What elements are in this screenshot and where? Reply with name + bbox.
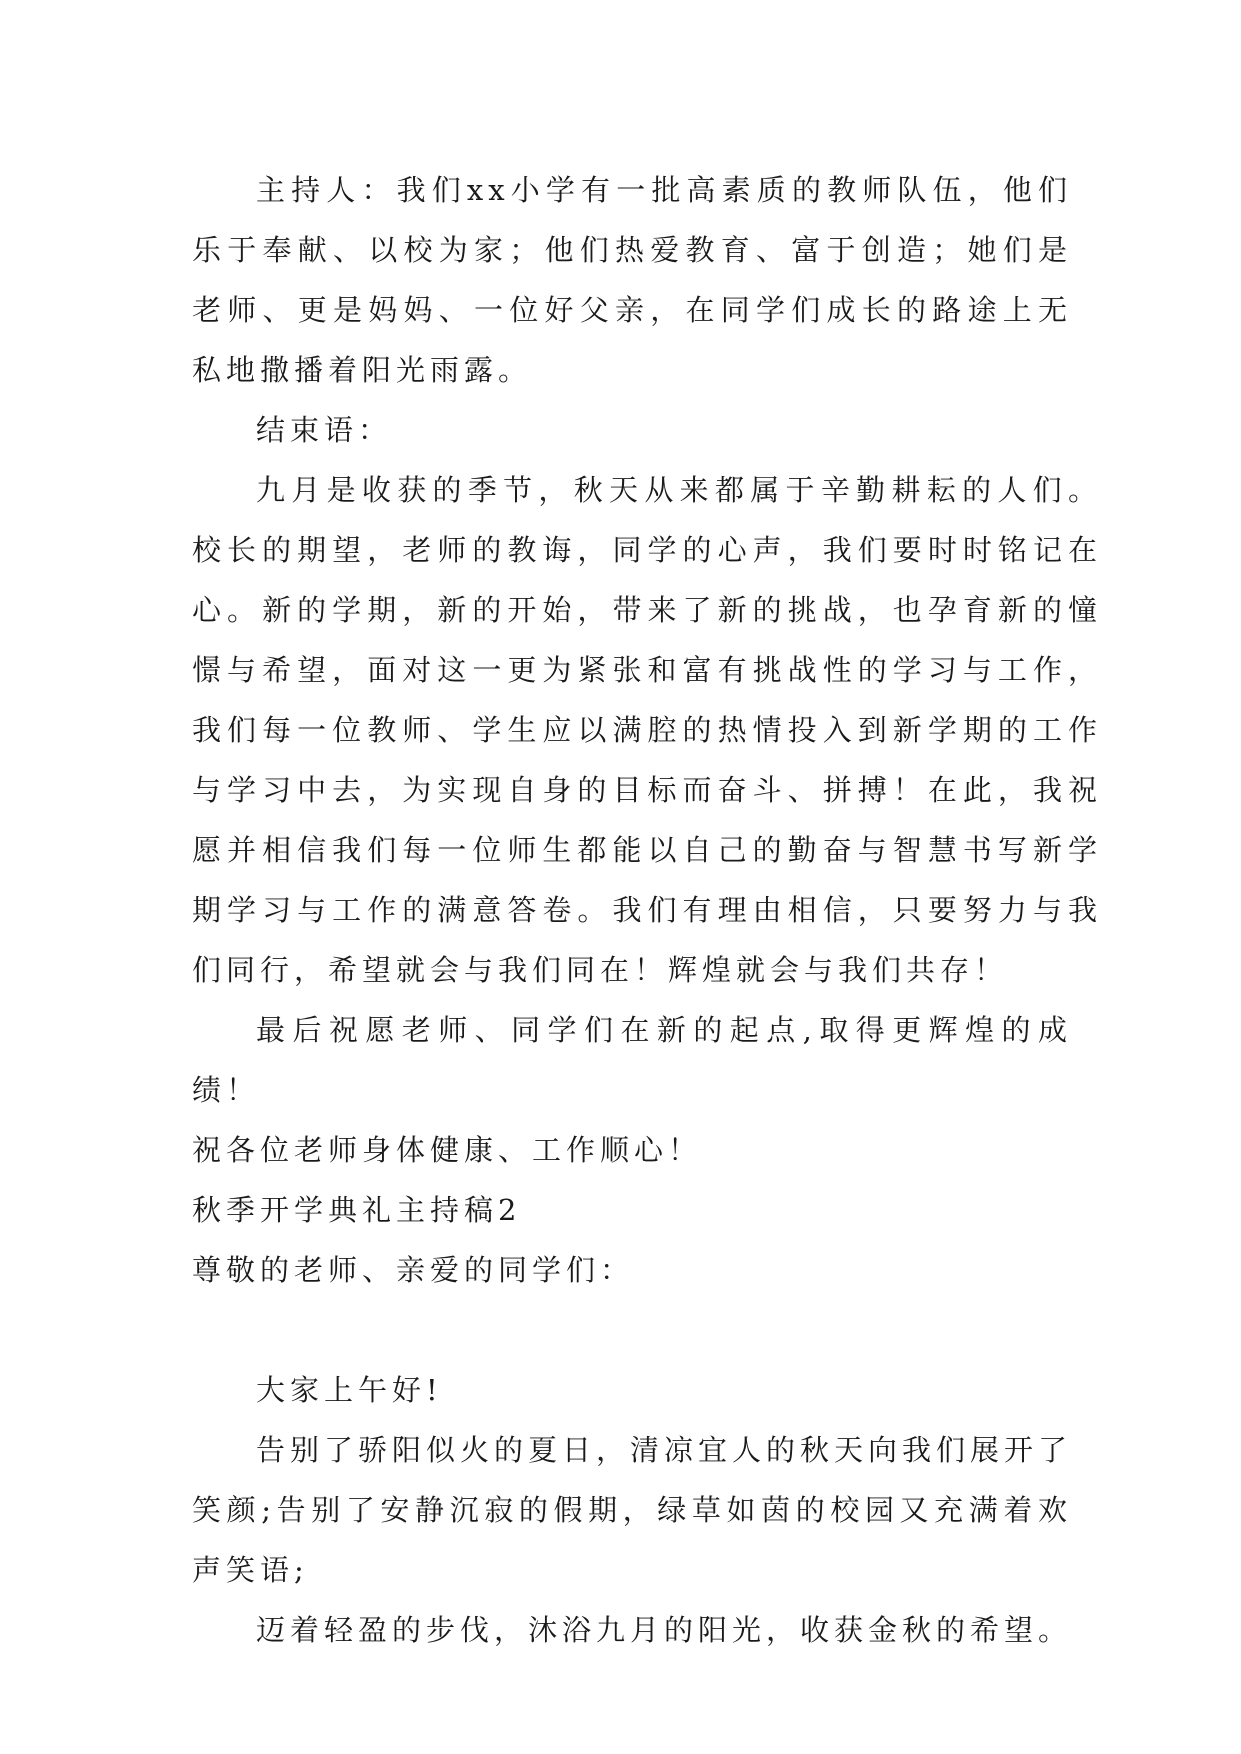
closing-heading: 结束语：	[256, 413, 393, 447]
closing-paragraph: 九月是收获的季节，秋天从来都属于辛勤耕耘的人们。校长的期望，老师的教诲，同学的心声，我们要时时铭记在心。新的学期，新的开始，带来了新的挑战，也孕育新的憧憬与希望，面对这一更为紧张和富有挑战性的学习与工作，我们每一位教师、学生应以满腔的热情投入到新学期的工作与学习中去，为实现自身的目标而奋斗、拼搏！在此，我祝愿并相信我们每一位师生都能以自己的勤奋与智慧书写新学期学习与工作的满意答卷。我们有理由相信，只要努力与我们同行，希望就会与我们同在！辉煌就会与我们共存！	[192, 473, 1102, 987]
blank-line	[192, 1300, 1072, 1360]
autumn-paragraph: 迈着轻盈的步伐，沐浴九月的阳光，收获金秋的希望。	[256, 1613, 1073, 1647]
section-title: 秋季开学典礼主持稿2	[192, 1193, 522, 1227]
salutation-line: 尊敬的老师、亲爱的同学们：	[192, 1253, 635, 1287]
farewell-summer-paragraph: 告别了骄阳似火的夏日，清凉宜人的秋天向我们展开了笑颜;告别了安静沉寂的假期，绿草如茵的校园又充满着欢声笑语;	[192, 1433, 1073, 1587]
document-body	[192, 160, 1102, 1660]
teacher-wishes-line: 祝各位老师身体健康、工作顺心！	[192, 1133, 703, 1167]
host-paragraph: 主持人：我们xx小学有一批高素质的教师队伍，他们乐于奉献、以校为家；他们热爱教育、富于创造；她们是老师、更是妈妈、一位好父亲，在同学们成长的路途上无私地撒播着阳光雨露。	[192, 173, 1072, 387]
final-wishes-paragraph: 最后祝愿老师、同学们在新的起点,取得更辉煌的成绩！	[192, 1013, 1072, 1107]
greeting-line: 大家上午好!	[256, 1373, 443, 1407]
